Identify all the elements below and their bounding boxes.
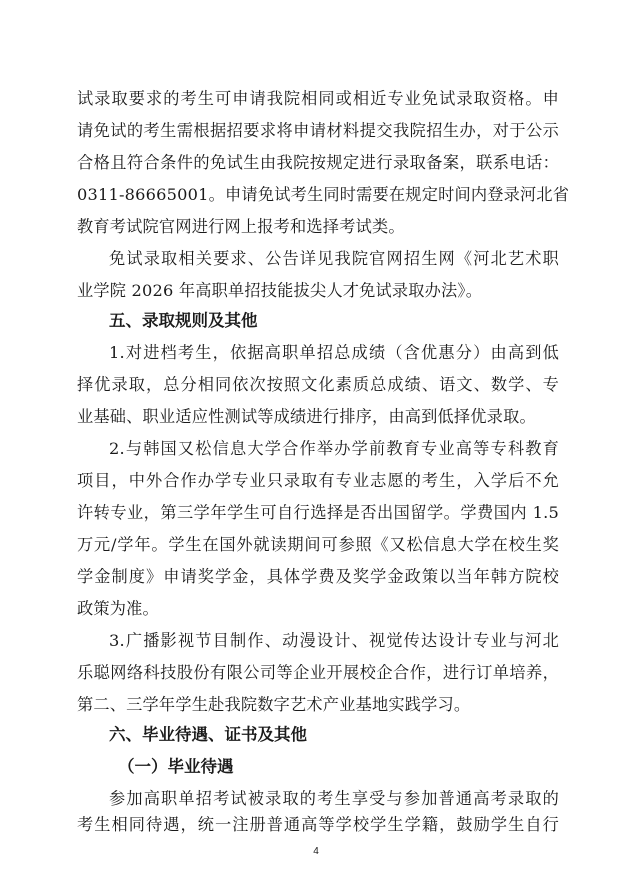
subsection-heading-graduation-benefits: （一）毕业待遇 bbox=[118, 757, 234, 776]
paragraph-line: 教育考试院官网进行网上报考和选择考试类。 bbox=[77, 217, 405, 236]
paragraph-line: 万元/学年。学生在国外就读期间可参照《又松信息大学在校生奖 bbox=[77, 535, 559, 554]
paragraph-line: 0311-86665001。申请免试考生同时需要在规定时间内登录河北省 bbox=[77, 185, 570, 204]
paragraph-line: 考生相同待遇，统一注册普通高等学校学生学籍，鼓励学生自行 bbox=[77, 815, 559, 834]
paragraph-line: 政策为准。 bbox=[77, 599, 159, 618]
paragraph-line: 业基础、职业适应性测试等成绩进行排序，由高到低择优录取。 bbox=[77, 407, 536, 426]
paragraph-line: 学金制度》申请奖学金，具体学费及奖学金政策以当年韩方院校 bbox=[77, 567, 559, 586]
section-heading-graduation: 六、毕业待遇、证书及其他 bbox=[109, 725, 307, 744]
page-number: 4 bbox=[313, 846, 319, 857]
paragraph-line: 业学院 2026 年高职单招技能拔尖人才免试录取办法》。 bbox=[77, 281, 483, 300]
paragraph-line: 第二、三学年学生赴我院数字艺术产业基地实践学习。 bbox=[77, 695, 471, 714]
paragraph-line: 1.对进档考生，依据高职单招总成绩（含优惠分）由高到低 bbox=[109, 343, 559, 362]
paragraph-line: 许转专业，第三学年学生可自行选择是否出国留学。学费国内 1.5 bbox=[77, 503, 559, 522]
paragraph-line: 试录取要求的考生可申请我院相同或相近专业免试录取资格。申 bbox=[77, 89, 559, 108]
paragraph-line: 择优录取，总分相同依次按照文化素质总成绩、语文、数学、专 bbox=[77, 375, 559, 394]
paragraph-line: 请免试的考生需根据招要求将申请材料提交我院招生办，对于公示 bbox=[77, 121, 559, 140]
paragraph-line: 合格且符合条件的免试生由我院按规定进行录取备案，联系电话： bbox=[77, 153, 559, 172]
paragraph-line: 2.与韩国又松信息大学合作举办学前教育专业高等专科教育 bbox=[109, 439, 559, 458]
paragraph-line: 3.广播影视节目制作、动漫设计、视觉传达设计专业与河北 bbox=[109, 631, 559, 650]
paragraph-line: 参加高职单招考试被录取的考生享受与参加普通高考录取的 bbox=[109, 789, 559, 808]
paragraph-line: 项目，中外合作办学专业只录取有专业志愿的考生，入学后不允 bbox=[77, 471, 559, 490]
paragraph-line: 乐聪网络科技股份有限公司等企业开展校企合作，进行订单培养， bbox=[77, 663, 559, 682]
section-heading-admission-rules: 五、录取规则及其他 bbox=[109, 311, 258, 330]
paragraph-line: 免试录取相关要求、公告详见我院官网招生网《河北艺术职 bbox=[109, 249, 559, 268]
